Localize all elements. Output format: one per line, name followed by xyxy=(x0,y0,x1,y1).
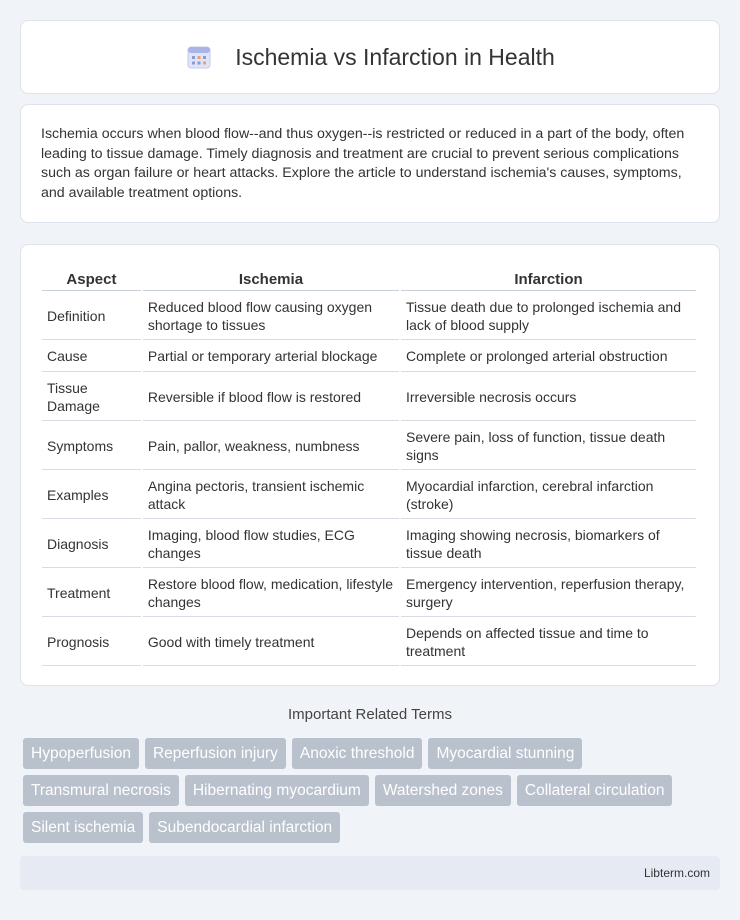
aspect-cell: Prognosis xyxy=(42,617,141,666)
calendar-grid-icon xyxy=(185,43,213,71)
column-header-ischemia: Ischemia xyxy=(143,265,399,291)
infarction-cell: Complete or prolonged arterial obstruction xyxy=(401,340,696,372)
infarction-cell: Irreversible necrosis occurs xyxy=(401,372,696,421)
infarction-cell: Tissue death due to prolonged ischemia and lack of blood supply xyxy=(401,291,696,340)
related-term-tag[interactable]: Collateral circulation xyxy=(517,775,673,806)
ischemia-cell: Good with timely treatment xyxy=(143,617,399,666)
aspect-cell: Cause xyxy=(42,340,141,372)
page-title: Ischemia vs Infarction in Health xyxy=(235,43,555,70)
ischemia-cell: Restore blood flow, medication, lifestyle changes xyxy=(143,568,399,617)
table-row xyxy=(42,470,696,519)
infarction-cell: Myocardial infarction, cerebral infarction (stroke) xyxy=(401,470,696,519)
intro-card xyxy=(20,104,720,223)
aspect-cell: Treatment xyxy=(42,568,141,617)
table-row xyxy=(42,421,696,470)
related-term-tag[interactable]: Myocardial stunning xyxy=(428,738,582,769)
footer xyxy=(20,856,720,890)
related-term-tag[interactable]: Hypoperfusion xyxy=(23,738,139,769)
table-row xyxy=(42,568,696,617)
related-term-tag[interactable]: Silent ischemia xyxy=(23,812,143,843)
footer-site-link[interactable]: Libterm.com xyxy=(643,866,710,880)
related-term-tag[interactable]: Transmural necrosis xyxy=(23,775,179,806)
infarction-cell: Imaging showing necrosis, biomarkers of tissue death xyxy=(401,519,696,568)
ischemia-cell: Pain, pallor, weakness, numbness xyxy=(143,421,399,470)
aspect-cell: Examples xyxy=(42,470,141,519)
ischemia-cell: Reversible if blood flow is restored xyxy=(143,372,399,421)
table-row xyxy=(42,291,696,340)
intro-text: Ischemia occurs when blood flow--and thus oxygen--is restricted or reduced in a part of the body, often leading to tissue damage. Timely diagnosis and treatment are crucial to prevent serious complications such as organ failure or heart attacks. Explore the article to understand ischemia's causes, symptoms, and available treatment options. xyxy=(41,126,685,201)
ischemia-cell: Reduced blood flow causing oxygen shortage to tissues xyxy=(143,291,399,340)
related-term-tag[interactable]: Watershed zones xyxy=(375,775,511,806)
related-term-tag[interactable]: Subendocardial infarction xyxy=(149,812,340,843)
related-term-tag[interactable]: Reperfusion injury xyxy=(145,738,286,769)
related-term-tag[interactable]: Hibernating myocardium xyxy=(185,775,369,806)
related-terms-title: Important Related Terms xyxy=(288,706,452,723)
aspect-cell: Symptoms xyxy=(42,421,141,470)
comparison-table-card xyxy=(20,244,720,686)
table-row xyxy=(42,372,696,421)
table-row xyxy=(42,340,696,372)
comparison-table xyxy=(40,265,698,666)
related-term-tag[interactable]: Anoxic threshold xyxy=(292,738,423,769)
column-header-infarction: Infarction xyxy=(401,265,696,291)
table-row xyxy=(42,617,696,666)
column-header-aspect: Aspect xyxy=(42,265,141,291)
related-terms-list xyxy=(23,738,723,849)
ischemia-cell: Partial or temporary arterial blockage xyxy=(143,340,399,372)
table-row xyxy=(42,519,696,568)
infarction-cell: Severe pain, loss of function, tissue death signs xyxy=(401,421,696,470)
aspect-cell: Tissue Damage xyxy=(42,372,141,421)
ischemia-cell: Angina pectoris, transient ischemic attack xyxy=(143,470,399,519)
infarction-cell: Depends on affected tissue and time to treatment xyxy=(401,617,696,666)
infarction-cell: Emergency intervention, reperfusion therapy, surgery xyxy=(401,568,696,617)
table-header-row xyxy=(42,265,696,291)
header-card xyxy=(20,20,720,94)
aspect-cell: Diagnosis xyxy=(42,519,141,568)
ischemia-cell: Imaging, blood flow studies, ECG changes xyxy=(143,519,399,568)
aspect-cell: Definition xyxy=(42,291,141,340)
